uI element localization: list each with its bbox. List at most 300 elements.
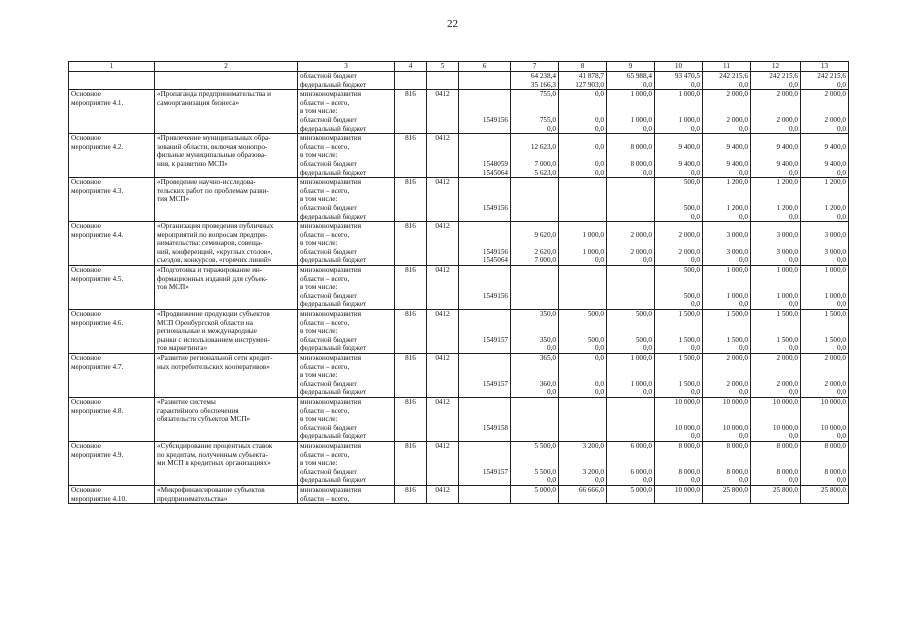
cell-line (461, 354, 508, 363)
cell-line: областной бюджет (300, 423, 357, 432)
cell-line (561, 213, 604, 222)
cell-line (561, 319, 604, 328)
year-value-cell (703, 134, 751, 178)
cell-line: «Пропаганда предпринимательства и (157, 90, 271, 99)
cell-line (513, 292, 556, 301)
cell-line: 242 215,6 (769, 72, 798, 80)
measure-label-cell (69, 178, 155, 222)
cell-line: 0,0 (789, 388, 798, 397)
cell-line (397, 99, 424, 108)
cell-line: 5 000,0 (630, 485, 652, 494)
year-value-cell (511, 72, 559, 90)
grbs-cell (395, 72, 427, 90)
cell-line: 1548059 (482, 159, 508, 168)
cell-line: 0,0 (739, 300, 748, 309)
page-number: 22 (447, 18, 458, 30)
cell-line (803, 495, 846, 504)
cell-line: 0,0 (691, 300, 700, 309)
cell-line (705, 407, 748, 416)
year-value-cell (801, 134, 849, 178)
funding-source-cell (298, 441, 395, 485)
cell-line: 816 (405, 222, 416, 231)
cell-line: 0,0 (739, 168, 748, 177)
cell-line: 65 988,4 (626, 72, 652, 80)
cell-line (429, 459, 456, 468)
cell-line (753, 239, 798, 248)
cell-line (429, 99, 456, 108)
year-value-cell (607, 134, 655, 178)
year-value-cell (751, 222, 801, 266)
cell-line: 500,0 (587, 310, 604, 319)
cell-line (609, 432, 652, 441)
cell-line (609, 283, 652, 292)
cell-line: 0,0 (595, 256, 604, 265)
cell-line (705, 134, 748, 143)
cell-line (71, 459, 152, 468)
cell-line: 1 000,0 (630, 90, 652, 99)
cell-line: 0,0 (739, 344, 748, 353)
cell-line: по кредитам, полученным субъекта- (157, 450, 268, 459)
cell-line: 2 000,0 (678, 230, 700, 239)
measure-label-cell (69, 134, 155, 178)
cell-line (157, 424, 295, 433)
funding-source-cell (298, 222, 395, 266)
cell-line: 3 200,0 (582, 441, 604, 450)
cell-line: 127 903,0 (575, 80, 604, 89)
cell-line (803, 275, 846, 284)
cell-line: области – всего, (300, 362, 350, 371)
cell-line (397, 195, 424, 204)
cell-line (461, 72, 508, 81)
column-header: 10 (655, 62, 703, 72)
cell-line (397, 151, 424, 160)
cell-line: Основное (71, 310, 101, 319)
cell-line: 1 000,0 (776, 291, 798, 300)
cell-line (397, 187, 424, 196)
cell-line: 0,0 (643, 388, 652, 397)
cell-line (71, 283, 152, 292)
funding-source-cell (298, 485, 395, 503)
cell-line (71, 327, 152, 336)
cell-line (71, 160, 152, 169)
cell-line: 0,0 (837, 388, 846, 397)
cell-line: 12 623,0 (530, 142, 556, 151)
cell-line: 0,0 (643, 344, 652, 353)
cell-line (71, 72, 152, 81)
cell-line (429, 415, 456, 424)
cell-line (429, 107, 456, 116)
cell-line (513, 222, 556, 231)
cell-line: мероприятие 4.6. (71, 318, 124, 327)
cell-line (657, 407, 700, 416)
cell-line: региональные и международные (157, 327, 257, 336)
cell-line: области – всего, (300, 186, 350, 195)
cell-line: 8 000,0 (726, 467, 748, 476)
year-value-cell (801, 72, 849, 90)
column-header: 9 (607, 62, 655, 72)
cell-line: 64 238,4 (530, 72, 556, 80)
cell-line (461, 300, 508, 309)
cell-line (397, 143, 424, 152)
cell-line: 816 (405, 90, 416, 99)
cell-line: 0412 (435, 178, 450, 187)
measure-name-cell (155, 222, 298, 266)
cell-line (429, 143, 456, 152)
cell-line: федеральный бюджет (300, 256, 367, 265)
year-value-cell (559, 222, 607, 266)
cell-line: области – всего, (300, 274, 350, 283)
cell-line: «Подготовка и тиражирование ин- (157, 266, 263, 275)
cell-line: 0,0 (691, 80, 700, 89)
cell-line (157, 388, 295, 397)
cell-line (513, 195, 556, 204)
grbs-cell (395, 222, 427, 266)
cell-line: Основное (71, 222, 101, 231)
cell-line: мероприятие 4.2. (71, 142, 124, 151)
column-header: 13 (801, 62, 849, 72)
cell-line (609, 459, 652, 468)
year-value-cell (703, 72, 751, 90)
cell-line: 35 166,3 (530, 80, 556, 89)
cell-line (429, 407, 456, 416)
cell-line (513, 300, 556, 309)
measure-row (69, 310, 849, 354)
cell-line: 1 000,0 (582, 230, 604, 239)
cell-line: 41 878,7 (578, 72, 604, 80)
cell-line (513, 275, 556, 284)
cell-line: 1549157 (482, 335, 508, 344)
cell-line (429, 380, 456, 389)
funding-source-cell (298, 354, 395, 398)
csr-cell (459, 441, 511, 485)
column-header: 11 (703, 62, 751, 72)
cell-line (513, 178, 556, 187)
grbs-cell (395, 134, 427, 178)
year-value-cell (559, 485, 607, 503)
cell-line: 0,0 (691, 256, 700, 265)
cell-line (657, 459, 700, 468)
cell-line (657, 451, 700, 460)
cell-line (397, 380, 424, 389)
cell-line: 10 000,0 (674, 485, 700, 494)
cell-line (461, 327, 508, 336)
funding-source-cell (298, 397, 395, 441)
cell-line (657, 239, 700, 248)
measure-label-cell (69, 310, 155, 354)
cell-line (657, 363, 700, 372)
column-header: 4 (395, 62, 427, 72)
cell-line (397, 116, 424, 125)
column-number-row (69, 62, 849, 72)
cell-line (803, 451, 846, 460)
cell-line: «Организация проведения публичных (157, 222, 274, 231)
cell-line: 8 000,0 (678, 441, 700, 450)
year-value-cell (511, 222, 559, 266)
cell-line: 0412 (435, 222, 450, 231)
year-value-cell (801, 266, 849, 310)
cell-line: 816 (405, 485, 416, 494)
cell-line (71, 388, 152, 397)
cell-line (561, 432, 604, 441)
cell-line (397, 451, 424, 460)
cell-line: 9 400,0 (776, 142, 798, 151)
cell-line: 0,0 (643, 124, 652, 133)
cell-line (803, 459, 846, 468)
cell-line (803, 107, 846, 116)
cell-line: областной бюджет (300, 203, 357, 212)
cell-line: 0,0 (595, 388, 604, 397)
cell-line (513, 151, 556, 160)
cell-line: 1 500,0 (824, 335, 846, 344)
cell-line: 0,0 (643, 80, 652, 89)
cell-line: 242 215,6 (719, 72, 748, 80)
cell-line: области – всего, (300, 230, 350, 239)
year-value-cell (703, 90, 751, 134)
cell-line (657, 371, 700, 380)
year-value-cell (751, 397, 801, 441)
cell-line: 755,0 (539, 115, 556, 124)
cell-line (803, 407, 846, 416)
cell-line (157, 169, 295, 178)
cell-line: съездов, конкурсов, «горячих линий» (157, 256, 272, 265)
year-value-cell (751, 134, 801, 178)
cell-line: 0,0 (739, 80, 748, 89)
cell-line (705, 107, 748, 116)
cell-line (753, 451, 798, 460)
cell-line: 2 620,0 (534, 247, 556, 256)
cell-line (71, 125, 152, 134)
cell-line (461, 451, 508, 460)
cell-line: 10 000,0 (820, 423, 846, 432)
cell-line: 0,0 (837, 432, 846, 441)
cell-line (609, 151, 652, 160)
cell-line (429, 283, 456, 292)
cell-line: 1549158 (482, 423, 508, 432)
cell-line: области – всего, (300, 318, 350, 327)
cell-line: 2 000,0 (726, 90, 748, 99)
year-value-cell (607, 485, 655, 503)
cell-line (561, 275, 604, 284)
cell-line: 2 000,0 (776, 379, 798, 388)
year-value-cell (801, 90, 849, 134)
cell-line: рынки с использованием инструмен- (157, 335, 270, 344)
column-header: 2 (155, 62, 298, 72)
rzpr-cell (427, 397, 459, 441)
cell-line: 6 000,0 (630, 467, 652, 476)
column-header: 3 (298, 62, 395, 72)
cell-line (609, 300, 652, 309)
cell-line (157, 380, 295, 389)
cell-line (397, 283, 424, 292)
cell-line: 8 000,0 (726, 441, 748, 450)
cell-line: 1 000,0 (776, 266, 798, 275)
cell-line (429, 336, 456, 345)
cell-line (157, 468, 295, 477)
cell-line: 500,0 (635, 335, 652, 344)
year-value-cell (655, 310, 703, 354)
csr-cell (459, 90, 511, 134)
cell-line (513, 371, 556, 380)
year-value-cell (655, 397, 703, 441)
cell-line: предпринимательства» (157, 494, 228, 503)
cell-line: «Проведение научно-исследова- (157, 178, 256, 187)
cell-line: 7 000,0 (534, 159, 556, 168)
measure-row (69, 441, 849, 485)
cell-line: 350,0 (539, 310, 556, 319)
year-value-cell (607, 397, 655, 441)
year-value-cell (559, 90, 607, 134)
year-value-cell (655, 354, 703, 398)
column-header: 8 (559, 62, 607, 72)
cell-line (429, 239, 456, 248)
cell-line (561, 415, 604, 424)
cell-line (513, 424, 556, 433)
year-value-cell (703, 441, 751, 485)
cell-line: Основное (71, 354, 101, 362)
cell-line (561, 292, 604, 301)
cell-line: 0,0 (837, 344, 846, 353)
cell-line: 8 000,0 (776, 441, 798, 450)
cell-line: 2 000,0 (630, 230, 652, 239)
measure-row (69, 397, 849, 441)
cell-line: минэкономразвития (300, 485, 362, 494)
cell-line (429, 292, 456, 301)
csr-cell (459, 72, 511, 90)
cell-line: мероприятий по вопросам предпри- (157, 230, 268, 239)
cell-line (513, 495, 556, 504)
cell-line (397, 495, 424, 504)
rzpr-cell (427, 441, 459, 485)
cell-line: тов маркетинга» (157, 344, 208, 353)
cell-line (157, 107, 295, 116)
measure-label-cell (69, 222, 155, 266)
cell-line: минэкономразвития (300, 397, 362, 406)
cell-line: федеральный бюджет (300, 124, 367, 133)
cell-line (561, 398, 604, 407)
cell-line (71, 292, 152, 301)
cell-line (609, 204, 652, 213)
cell-line: обязательств субъектов МСП» (157, 415, 251, 424)
cell-line: 7 000,0 (534, 256, 556, 265)
cell-line (397, 248, 424, 257)
cell-line: 3 200,0 (582, 467, 604, 476)
cell-line (753, 275, 798, 284)
cell-line (397, 327, 424, 336)
cell-line: ных потребительских кооперативов» (157, 362, 270, 371)
cell-line (429, 116, 456, 125)
cell-line (753, 415, 798, 424)
cell-line (429, 451, 456, 460)
cell-line (429, 495, 456, 504)
cell-line: 1 500,0 (824, 310, 846, 319)
cell-line: области – всего, (300, 450, 350, 459)
cell-line: области – всего, (300, 98, 350, 107)
cell-line (429, 344, 456, 353)
year-value-cell (607, 354, 655, 398)
cell-line (157, 432, 295, 441)
cell-line (609, 398, 652, 407)
cell-line (561, 107, 604, 116)
cell-line: 0,0 (547, 124, 556, 133)
year-value-cell (559, 441, 607, 485)
cell-line (397, 160, 424, 169)
year-value-cell (655, 178, 703, 222)
cell-line (429, 363, 456, 372)
cell-line (429, 125, 456, 134)
cell-line (609, 239, 652, 248)
cell-line: 1 000,0 (630, 354, 652, 362)
cell-line (397, 468, 424, 477)
cell-line (803, 187, 846, 196)
cell-line (513, 415, 556, 424)
cell-line: 2 000,0 (824, 90, 846, 99)
cell-line (397, 72, 424, 81)
cell-line (513, 134, 556, 143)
cell-line: 0,0 (789, 256, 798, 265)
year-value-cell (703, 266, 751, 310)
year-value-cell (703, 222, 751, 266)
cell-line: 0,0 (789, 432, 798, 441)
measure-name-cell (155, 72, 298, 90)
cell-line (803, 319, 846, 328)
grbs-cell (395, 178, 427, 222)
year-value-cell (801, 222, 849, 266)
cell-line: 0412 (435, 134, 450, 143)
cell-line (803, 239, 846, 248)
cell-line (397, 169, 424, 178)
cell-line (71, 432, 152, 441)
cell-line (461, 415, 508, 424)
cell-line: формационных изданий для субъек- (157, 274, 268, 283)
column-header: 12 (751, 62, 801, 72)
cell-line: в том числе: (300, 371, 338, 380)
cell-line (609, 275, 652, 284)
cell-line: федеральный бюджет (300, 344, 367, 353)
cell-line (397, 363, 424, 372)
cell-line: 2 000,0 (726, 115, 748, 124)
cell-line: 1 500,0 (776, 335, 798, 344)
cell-line: областной бюджет (300, 159, 357, 168)
cell-line: 816 (405, 266, 416, 275)
cell-line: областной бюджет (300, 335, 357, 344)
measure-name-cell (155, 178, 298, 222)
cell-line (705, 371, 748, 380)
column-header: 1 (69, 62, 155, 72)
cell-line: ний, конференций, «круглых столов», (157, 247, 273, 256)
cell-line: в том числе: (300, 415, 338, 424)
cell-line (513, 363, 556, 372)
year-value-cell (559, 72, 607, 90)
cell-line: «Развитие региональной сети кредит- (157, 354, 273, 362)
cell-line: 2 000,0 (726, 354, 748, 362)
cell-line (657, 283, 700, 292)
grbs-cell (395, 397, 427, 441)
funding-source-cell (298, 90, 395, 134)
cell-line: 360,0 (539, 379, 556, 388)
cell-line: 0,0 (595, 142, 604, 151)
cell-line: 0,0 (837, 124, 846, 133)
cell-line: 816 (405, 397, 416, 406)
cell-line: 0412 (435, 266, 450, 275)
cell-line (429, 468, 456, 477)
year-value-cell (801, 354, 849, 398)
cell-line: Основное (71, 441, 101, 450)
cell-line (609, 415, 652, 424)
cell-line: минэкономразвития (300, 441, 362, 450)
cell-line: 5 500,0 (534, 441, 556, 450)
cell-line: 0412 (435, 310, 450, 319)
cell-line: федеральный бюджет (300, 168, 367, 177)
